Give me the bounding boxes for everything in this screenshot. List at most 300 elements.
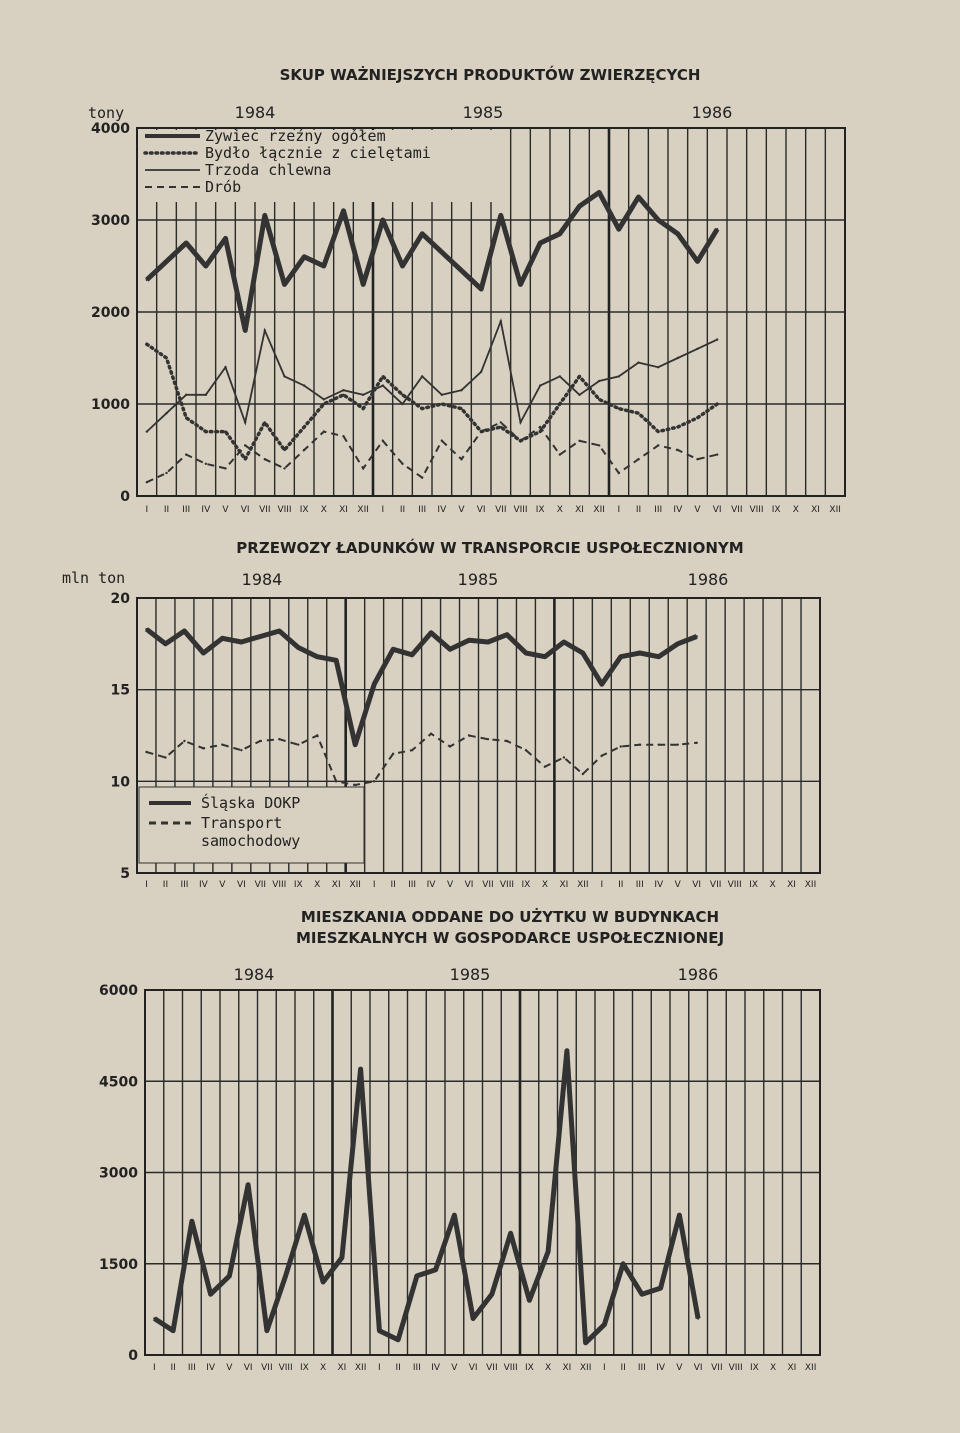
data-point — [677, 743, 679, 745]
data-point — [335, 780, 337, 782]
month-tick-label: I — [372, 880, 376, 890]
data-point — [244, 444, 246, 446]
data-point — [544, 765, 546, 767]
month-tick-label: XII — [349, 880, 361, 890]
data-point — [401, 403, 403, 405]
data-point — [164, 643, 166, 645]
month-tick-label: XII — [829, 505, 841, 515]
legend-label: Żywiec rzeźny ogółem — [205, 127, 386, 145]
month-tick-label: II — [170, 1363, 176, 1373]
data-point — [146, 481, 148, 483]
month-tick-label: V — [226, 1363, 233, 1373]
data-point — [382, 384, 384, 386]
data-point — [620, 745, 622, 747]
data-point — [382, 375, 384, 377]
data-point — [480, 371, 482, 373]
month-tick-label: I — [145, 505, 149, 515]
data-point — [392, 648, 394, 650]
month-tick-label: VII — [711, 1363, 723, 1373]
month-tick-label: VI — [236, 880, 246, 890]
y-tick-label: 5 — [120, 866, 130, 882]
data-point — [441, 403, 443, 405]
data-point — [578, 375, 580, 377]
data-point — [354, 743, 356, 745]
y-tick-label: 6000 — [99, 983, 138, 999]
month-tick-label: II — [399, 505, 406, 515]
data-point — [657, 444, 659, 446]
legend-label: Trzoda chlewna — [205, 161, 332, 179]
month-tick-label: XII — [577, 880, 589, 890]
data-point — [354, 784, 356, 786]
data-point — [283, 283, 285, 285]
month-tick-label: XI — [562, 1363, 572, 1373]
data-point — [658, 743, 660, 745]
month-tick-label: IX — [524, 1363, 534, 1373]
month-tick-label: V — [674, 880, 681, 890]
data-point — [266, 1329, 268, 1331]
legend-label: Drób — [205, 178, 242, 196]
data-point — [283, 449, 285, 451]
month-tick-label: III — [654, 505, 663, 515]
data-point — [500, 320, 502, 322]
data-point — [578, 440, 580, 442]
data-point — [283, 467, 285, 469]
data-point — [359, 1068, 361, 1070]
month-tick-label: IX — [299, 505, 309, 515]
data-point — [697, 1317, 699, 1319]
month-tick-label: VIII — [272, 880, 287, 890]
data-point — [539, 242, 541, 244]
data-point — [598, 191, 600, 193]
data-point — [244, 421, 246, 423]
data-point — [641, 1293, 643, 1295]
data-point — [601, 754, 603, 756]
data-point — [678, 1214, 680, 1216]
data-point — [677, 233, 679, 235]
data-point — [657, 430, 659, 432]
month-tick-label: IX — [749, 1363, 759, 1373]
y-tick-label: 3000 — [99, 1165, 138, 1182]
data-point — [392, 753, 394, 755]
year-label: 1986 — [677, 965, 719, 984]
data-point — [202, 652, 204, 654]
data-point — [598, 380, 600, 382]
data-point — [472, 1317, 474, 1319]
month-tick-label: IV — [437, 505, 447, 515]
data-point — [247, 1183, 249, 1185]
data-point — [362, 467, 364, 469]
data-point — [620, 655, 622, 657]
month-tick-label: III — [182, 505, 191, 515]
month-tick-label: V — [219, 880, 226, 890]
month-tick-label: II — [618, 880, 624, 890]
month-tick-label: IV — [673, 505, 683, 515]
data-point — [468, 639, 470, 641]
month-tick-label: VIII — [727, 880, 742, 890]
data-point — [341, 1256, 343, 1258]
data-point — [185, 394, 187, 396]
data-point — [449, 745, 451, 747]
data-point — [202, 747, 204, 749]
data-point — [618, 375, 620, 377]
data-point — [506, 633, 508, 635]
data-point — [335, 659, 337, 661]
year-label: 1984 — [241, 570, 283, 589]
month-tick-label: XI — [559, 880, 569, 890]
month-tick-label: VI — [692, 880, 702, 890]
data-point — [430, 732, 432, 734]
data-point — [460, 407, 462, 409]
data-point — [303, 449, 305, 451]
data-point — [528, 1299, 530, 1301]
month-tick-label: II — [163, 505, 170, 515]
year-label: 1984 — [233, 965, 275, 984]
legend-label: Transport — [201, 814, 283, 832]
data-point — [278, 738, 280, 740]
month-tick-label: III — [412, 1363, 421, 1373]
data-point — [487, 738, 489, 740]
chart-title: MIESZKANIA ODDANE DO UŻYTKU W BUDYNKACH — [300, 908, 720, 926]
month-tick-label: II — [620, 1363, 626, 1373]
data-point — [598, 444, 600, 446]
data-point — [539, 426, 541, 428]
data-point — [209, 1293, 211, 1295]
month-tick-label: VIII — [513, 505, 528, 515]
data-point — [544, 655, 546, 657]
data-point — [563, 641, 565, 643]
data-point — [153, 1317, 155, 1319]
month-tick-label: XI — [811, 505, 820, 515]
month-tick-label: II — [395, 1363, 401, 1373]
month-tick-label: IX — [293, 880, 303, 890]
month-tick-label: VIII — [499, 880, 515, 890]
data-point — [228, 1275, 230, 1277]
data-point — [205, 463, 207, 465]
data-point — [421, 476, 423, 478]
month-tick-label: VII — [254, 880, 267, 890]
month-tick-label: III — [180, 880, 189, 890]
data-point — [323, 403, 325, 405]
data-point — [185, 453, 187, 455]
data-point — [191, 1220, 193, 1222]
year-label: 1985 — [462, 103, 504, 122]
month-tick-label: I — [378, 1363, 381, 1373]
data-point — [434, 1269, 436, 1271]
data-point — [696, 417, 698, 419]
month-tick-label: III — [418, 505, 427, 515]
data-point — [441, 251, 443, 253]
chart-title: MIESZKALNYCH W GOSPODARCE USPOŁECZNIONEJ — [295, 929, 725, 947]
month-tick-label: V — [222, 505, 229, 515]
data-point — [264, 421, 266, 423]
data-point — [578, 394, 580, 396]
data-point — [342, 389, 344, 391]
data-point — [639, 652, 641, 654]
data-point — [460, 458, 462, 460]
data-point — [519, 421, 521, 423]
data-point — [677, 643, 679, 645]
data-point — [183, 630, 185, 632]
data-point — [401, 394, 403, 396]
month-tick-label: V — [694, 505, 701, 515]
data-point — [657, 219, 659, 221]
data-point — [559, 453, 561, 455]
data-point — [164, 756, 166, 758]
data-point — [480, 288, 482, 290]
unit-label: tony — [88, 104, 125, 122]
month-tick-label: VIII — [749, 505, 764, 515]
month-tick-label: X — [545, 1363, 552, 1373]
year-label: 1985 — [457, 570, 499, 589]
data-point — [696, 348, 698, 350]
month-tick-label: III — [635, 880, 644, 890]
data-point — [716, 403, 718, 405]
year-label: 1985 — [449, 965, 491, 984]
data-point — [582, 773, 584, 775]
month-tick-label: IX — [749, 880, 759, 890]
data-point — [519, 283, 521, 285]
data-point — [224, 467, 226, 469]
data-point — [547, 1250, 549, 1252]
data-point — [264, 214, 266, 216]
data-point — [509, 1232, 511, 1234]
month-tick-label: VII — [731, 505, 743, 515]
data-point — [539, 384, 541, 386]
data-point — [500, 421, 502, 423]
month-tick-label: X — [556, 505, 563, 515]
data-point — [716, 338, 718, 340]
data-point — [637, 412, 639, 414]
month-tick-label: VII — [482, 880, 494, 890]
data-point — [460, 269, 462, 271]
data-point — [453, 1214, 455, 1216]
data-point — [584, 1342, 586, 1344]
month-tick-label: IV — [656, 1363, 666, 1373]
data-point — [264, 329, 266, 331]
data-point — [397, 1339, 399, 1341]
data-point — [284, 1275, 286, 1277]
month-tick-label: VIII — [503, 1363, 518, 1373]
month-tick-label: V — [458, 505, 465, 515]
month-tick-label: XII — [593, 505, 605, 515]
data-point — [695, 635, 697, 637]
data-point — [323, 430, 325, 432]
data-point — [563, 756, 565, 758]
data-point — [297, 743, 299, 745]
y-tick-label: 20 — [110, 591, 130, 607]
y-tick-label: 1500 — [99, 1256, 138, 1273]
month-tick-label: VI — [468, 1363, 478, 1373]
data-point — [172, 1329, 174, 1331]
data-point — [259, 635, 261, 637]
month-tick-label: VII — [261, 1363, 273, 1373]
month-tick-label: II — [162, 880, 169, 890]
data-point — [205, 265, 207, 267]
chart-freight-transport — [62, 538, 820, 890]
month-tick-label: XI — [331, 880, 341, 890]
month-tick-label: V — [446, 880, 454, 890]
data-point — [657, 366, 659, 368]
month-tick-label: XI — [787, 880, 796, 890]
data-point — [382, 440, 384, 442]
month-tick-label: IX — [521, 880, 531, 890]
data-point — [421, 233, 423, 235]
data-point — [430, 632, 432, 634]
chart-housing — [99, 907, 820, 1373]
data-point — [559, 233, 561, 235]
y-tick-label: 0 — [120, 489, 130, 505]
data-point — [146, 343, 148, 345]
data-point — [491, 1293, 493, 1295]
data-point — [468, 734, 470, 736]
data-point — [500, 214, 502, 216]
data-point — [303, 426, 305, 428]
data-point — [165, 412, 167, 414]
y-tick-label: 10 — [110, 774, 130, 791]
month-tick-label: I — [153, 1363, 156, 1373]
data-point — [416, 1275, 418, 1277]
month-tick-label: X — [769, 880, 776, 890]
legend-label: Śląska DOKP — [201, 794, 301, 812]
y-tick-label: 15 — [110, 682, 130, 699]
data-point — [322, 1281, 324, 1283]
data-point — [695, 742, 697, 744]
data-point — [362, 394, 364, 396]
data-point — [618, 407, 620, 409]
year-label: 1986 — [687, 570, 729, 589]
data-point — [240, 749, 242, 751]
month-tick-label: VII — [709, 880, 722, 890]
month-tick-label: I — [145, 880, 148, 890]
data-point — [401, 265, 403, 267]
data-point — [441, 394, 443, 396]
data-point — [264, 458, 266, 460]
month-tick-label: VIII — [278, 1363, 293, 1373]
data-point — [525, 652, 527, 654]
data-point — [696, 458, 698, 460]
data-point — [421, 375, 423, 377]
data-point — [205, 430, 207, 432]
month-tick-label: IV — [426, 880, 436, 890]
data-point — [500, 426, 502, 428]
data-point — [480, 430, 482, 432]
data-point — [373, 683, 375, 685]
month-tick-label: X — [320, 1363, 327, 1373]
month-tick-label: VI — [240, 505, 250, 515]
data-point — [460, 389, 462, 391]
month-tick-label: IV — [206, 1363, 216, 1373]
data-point — [637, 458, 639, 460]
data-point — [449, 648, 451, 650]
data-point — [224, 237, 226, 239]
data-point — [578, 205, 580, 207]
data-point — [146, 279, 148, 281]
month-tick-label: IV — [431, 1363, 441, 1373]
month-tick-label: X — [314, 880, 321, 890]
data-point — [297, 646, 299, 648]
data-point — [506, 740, 508, 742]
data-point — [244, 458, 246, 460]
data-point — [659, 1287, 661, 1289]
data-point — [165, 260, 167, 262]
month-tick-label: VII — [495, 505, 507, 515]
data-point — [183, 740, 185, 742]
month-tick-label: XII — [354, 1363, 367, 1373]
data-point — [566, 1050, 568, 1052]
data-point — [677, 426, 679, 428]
data-point — [244, 329, 246, 331]
data-point — [401, 463, 403, 465]
data-point — [382, 219, 384, 221]
data-point — [316, 655, 318, 657]
data-point — [342, 394, 344, 396]
data-point — [221, 637, 223, 639]
unit-label: mln ton — [62, 569, 126, 587]
y-tick-label: 1000 — [91, 397, 130, 413]
month-tick-label: IV — [654, 880, 664, 890]
data-point — [603, 1323, 605, 1325]
data-point — [342, 435, 344, 437]
data-point — [316, 734, 318, 736]
data-point — [525, 749, 527, 751]
data-point — [185, 242, 187, 244]
data-point — [378, 1329, 380, 1331]
data-point — [716, 228, 718, 230]
month-tick-label: XI — [787, 1363, 797, 1373]
data-point — [411, 654, 413, 656]
data-point — [601, 683, 603, 685]
data-point — [639, 743, 641, 745]
month-tick-label: X — [792, 505, 799, 515]
data-point — [519, 440, 521, 442]
data-point — [487, 641, 489, 643]
month-tick-label: X — [541, 880, 548, 890]
month-tick-label: X — [770, 1363, 777, 1373]
data-point — [303, 384, 305, 386]
month-tick-label: XII — [804, 880, 817, 890]
month-tick-label: III — [637, 1363, 646, 1373]
month-tick-label: XII — [804, 1363, 817, 1373]
month-tick-label: III — [187, 1363, 196, 1373]
month-tick-label: VI — [464, 880, 474, 890]
data-point — [145, 628, 147, 630]
month-tick-label: VIII — [728, 1363, 743, 1373]
data-point — [559, 403, 561, 405]
month-tick-label: II — [390, 880, 396, 890]
y-tick-label: 4500 — [99, 1074, 138, 1091]
data-point — [303, 256, 305, 258]
month-tick-label: VI — [712, 505, 722, 515]
data-point — [323, 398, 325, 400]
y-tick-label: 4000 — [91, 121, 130, 137]
data-point — [224, 430, 226, 432]
month-tick-label: I — [600, 880, 604, 890]
data-point — [411, 749, 413, 751]
month-tick-label: XI — [339, 505, 348, 515]
month-tick-label: IX — [535, 505, 545, 515]
y-tick-label: 3000 — [91, 213, 130, 229]
chart-title: SKUP WAŻNIEJSZYCH PRODUKTÓW ZWIERZĘCYCH — [279, 66, 701, 84]
data-point — [582, 652, 584, 654]
data-point — [362, 407, 364, 409]
month-tick-label: VI — [693, 1363, 703, 1373]
month-tick-label: XI — [575, 505, 584, 515]
month-tick-label: I — [617, 505, 621, 515]
data-point — [559, 375, 561, 377]
data-point — [165, 472, 167, 474]
legend-label: Bydło łącznie z cielętami — [205, 144, 431, 162]
data-point — [240, 641, 242, 643]
